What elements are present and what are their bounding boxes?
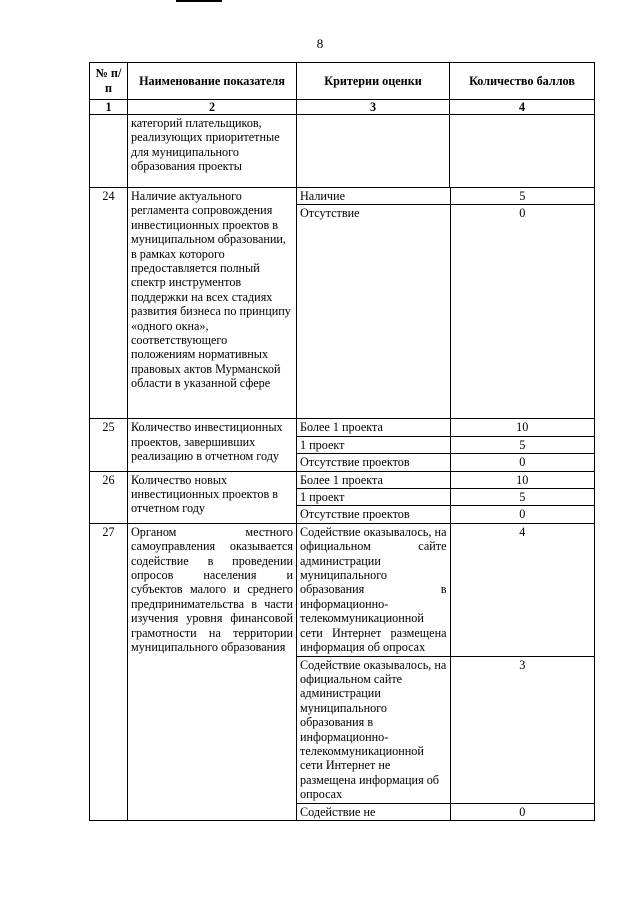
criterion-text: Более 1 проекта	[297, 472, 450, 489]
criterion-points: 0	[519, 804, 526, 819]
criterion-row	[297, 454, 594, 471]
criterion-text: Более 1 проекта	[297, 419, 450, 436]
column-index-2: 2	[128, 100, 297, 115]
criterion-points: 10	[450, 419, 594, 436]
column-index-1: 1	[90, 100, 128, 115]
criterion-row	[297, 472, 594, 489]
header-points: Количество баллов	[450, 63, 595, 100]
criterion-points: 0	[519, 206, 526, 221]
table-row	[90, 188, 595, 419]
continuation-row	[90, 115, 595, 188]
criterion-text: Содействие оказывалось, на официальном сайте администрации муниципального образования в информационно-телекоммуникационной сети Интернет не размещена информация об опросах	[297, 656, 450, 803]
table-row	[90, 471, 595, 523]
criteria-cell	[297, 471, 595, 523]
criterion-points: 0	[519, 455, 526, 470]
criterion-points: 5	[450, 436, 594, 453]
criteria-cell	[297, 188, 595, 419]
criterion-row	[297, 803, 594, 820]
indicator-name: Количество инвестиционных проектов, завершивших реализацию в отчетном году	[128, 419, 297, 471]
criterion-points: 10	[450, 472, 594, 489]
header-number: № п/п	[90, 63, 128, 100]
criterion-row	[297, 188, 594, 205]
criterion-text: 1 проект	[297, 436, 450, 453]
continuation-name: категорий плательщиков, реализующих приоритетные для муниципального образования проекты	[128, 115, 297, 188]
continuation-points	[450, 115, 595, 188]
header-criteria: Критерии оценки	[297, 63, 450, 100]
criterion-text: 1 проект	[297, 489, 450, 506]
row-number: 24	[90, 188, 128, 419]
criterion-row	[297, 524, 594, 656]
criterion-text: Содействие не	[297, 803, 450, 820]
indicator-name: Органом местного самоуправления оказывается содействие в проведении опросов населения и субъектов малого и среднего предпринимательства в части изучения уровня финансовой грамотности на территории муниципального образования	[128, 523, 297, 820]
table-row	[90, 523, 595, 820]
criterion-row	[297, 489, 594, 506]
indicator-name: Наличие актуального регламента сопровождения инвестиционных проектов в муниципальном образовании, в рамках которого предоставляется полный спектр инструментов поддержки на всех стадиях развития бизнеса по принципу «одного окна», соответствующего положениям нормативных правовых актов Мурманской области в указанной сфере	[128, 188, 297, 419]
continuation-criteria	[297, 115, 450, 188]
column-index-3: 3	[297, 100, 450, 115]
criterion-points: 5	[450, 489, 594, 506]
criterion-text: Отсутствие	[297, 205, 450, 419]
row-number: 27	[90, 523, 128, 820]
row-number: 26	[90, 471, 128, 523]
indicators-table	[89, 62, 595, 821]
indicator-name: Количество новых инвестиционных проектов в отчетном году	[128, 471, 297, 523]
criterion-text: Наличие	[297, 188, 450, 205]
criterion-points: 5	[450, 188, 594, 205]
page-number: 8	[316, 36, 324, 51]
column-index-row	[90, 100, 595, 115]
column-index-4: 4	[450, 100, 595, 115]
criterion-text: Отсутствие проектов	[297, 506, 450, 523]
row-number: 25	[90, 419, 128, 471]
criterion-points: 0	[519, 507, 526, 522]
criteria-cell	[297, 523, 595, 820]
criterion-points: 4	[450, 524, 594, 656]
criterion-row	[297, 506, 594, 523]
table-row	[90, 419, 595, 471]
criterion-row	[297, 419, 594, 436]
scan-top-mark	[176, 0, 222, 2]
criterion-text: Отсутствие проектов	[297, 454, 450, 471]
header-indicator-name: Наименование показателя	[128, 63, 297, 100]
continuation-number	[90, 115, 128, 188]
criterion-text: Содействие оказывалось, на официальном сайте администрации муниципального образования в информационно-телекоммуникационной сети Интернет размещена информация об опросах	[297, 524, 450, 656]
criterion-row	[297, 436, 594, 453]
criterion-points: 3	[450, 656, 594, 803]
header-row	[90, 63, 595, 100]
criterion-row	[297, 656, 594, 803]
criterion-row	[297, 205, 594, 419]
criteria-cell	[297, 419, 595, 471]
